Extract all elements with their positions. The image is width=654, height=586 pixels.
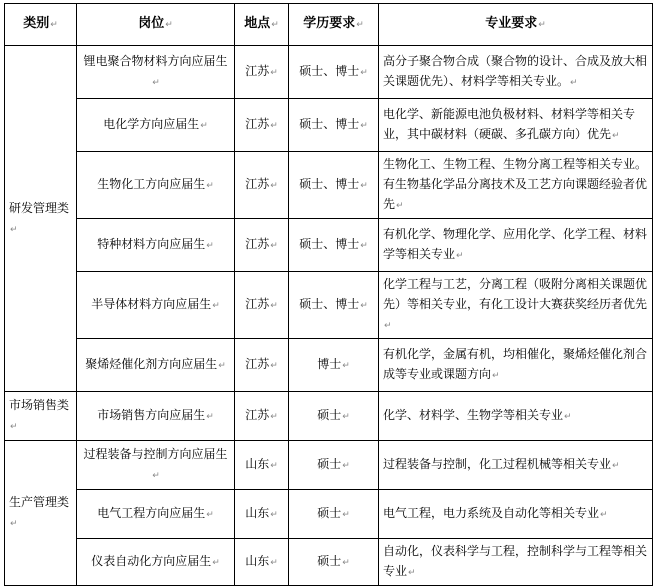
paragraph-mark: ↵: [270, 181, 278, 191]
position-cell: 市场销售方向应届生↵: [77, 392, 235, 441]
paragraph-mark: ↵: [270, 412, 278, 422]
paragraph-mark: ↵: [218, 361, 226, 371]
table-body: [5, 46, 653, 586]
paragraph-mark: ↵: [612, 131, 620, 141]
paragraph-mark: ↵: [152, 78, 160, 88]
position-cell: 电气工程方向应届生↵: [77, 490, 235, 539]
major-cell: 电化学、新能源电池负极材料、材料学等相关专业，其中碳材料（硬碳、多孔碳方向）优先↵: [379, 99, 653, 152]
location-cell: 江苏↵: [235, 152, 289, 219]
education-cell: 硕士、博士↵: [289, 46, 379, 99]
education-cell: 硕士、博士↵: [289, 99, 379, 152]
paragraph-mark: ↵: [270, 361, 278, 371]
paragraph-mark: ↵: [10, 224, 18, 235]
education-cell: 硕士、博士↵: [289, 219, 379, 272]
paragraph-mark: ↵: [342, 510, 350, 520]
position-cell: 聚烯烃催化剂方向应届生↵: [77, 339, 235, 392]
table-row: [5, 272, 653, 339]
paragraph-mark: ↵: [612, 461, 620, 471]
paragraph-mark: ↵: [212, 558, 220, 568]
paragraph-mark: ↵: [206, 510, 214, 520]
paragraph-mark: ↵: [408, 568, 416, 578]
table-row: [5, 219, 653, 272]
paragraph-mark: ↵: [342, 558, 350, 568]
paragraph-mark: ↵: [206, 412, 214, 422]
paragraph-mark: ↵: [50, 20, 58, 30]
paragraph-mark: ↵: [212, 301, 220, 311]
location-cell: 山东↵: [235, 490, 289, 539]
major-cell: 化学工程与工艺，分离工程（吸附分离相关课题优先）等相关专业，有化工设计大赛获奖经历者优先↵: [379, 272, 653, 339]
major-cell: 生物化工、生物工程、生物分离工程等相关专业。有生物基化学品分离技术及工艺方向课题经验者优先↵: [379, 152, 653, 219]
header-location: 地点↵: [235, 4, 289, 46]
major-cell: 过程装备与控制，化工过程机械等相关专业↵: [379, 441, 653, 490]
paragraph-mark: ↵: [206, 241, 214, 251]
paragraph-mark: ↵: [456, 251, 464, 261]
table-row: [5, 490, 653, 539]
paragraph-mark: ↵: [270, 558, 278, 568]
location-cell: 江苏↵: [235, 46, 289, 99]
category-cell: 生产管理类↵: [5, 441, 77, 586]
major-cell: 自动化，仪表科学与工程，控制科学与工程等相关专业↵: [379, 539, 653, 586]
paragraph-mark: ↵: [360, 181, 368, 191]
paragraph-mark: ↵: [356, 20, 364, 30]
table-row: [5, 339, 653, 392]
category-cell: 研发管理类↵: [5, 46, 77, 392]
education-cell: 硕士、博士↵: [289, 152, 379, 219]
paragraph-mark: ↵: [152, 471, 160, 481]
education-cell: 硕士↵: [289, 392, 379, 441]
paragraph-mark: ↵: [270, 241, 278, 251]
paragraph-mark: ↵: [270, 301, 278, 311]
position-cell: 过程装备与控制方向应届生↵: [77, 441, 235, 490]
table-row: [5, 152, 653, 219]
paragraph-mark: ↵: [270, 121, 278, 131]
paragraph-mark: ↵: [360, 68, 368, 78]
education-cell: 博士↵: [289, 339, 379, 392]
paragraph-mark: ↵: [206, 181, 214, 191]
table-row: [5, 46, 653, 99]
location-cell: 江苏↵: [235, 339, 289, 392]
paragraph-mark: ↵: [396, 201, 404, 211]
paragraph-mark: ↵: [200, 121, 208, 131]
paragraph-mark: ↵: [10, 519, 18, 529]
education-cell: 硕士↵: [289, 441, 379, 490]
education-cell: 硕士↵: [289, 539, 379, 586]
position-cell: 特种材料方向应届生↵: [77, 219, 235, 272]
paragraph-mark: ↵: [384, 321, 392, 331]
education-cell: 硕士↵: [289, 490, 379, 539]
recruitment-table: [4, 3, 653, 586]
header-major: 专业要求↵: [379, 4, 653, 46]
paragraph-mark: ↵: [360, 301, 368, 311]
table-row: [5, 539, 653, 586]
major-cell: 高分子聚合物合成（聚合物的设计、合成及放大相关课题优先）、材料学等相关专业。↵: [379, 46, 653, 99]
location-cell: 江苏↵: [235, 392, 289, 441]
paragraph-mark: ↵: [360, 121, 368, 131]
major-cell: 有机化学，金属有机，均相催化，聚烯烃催化剂合成等专业或课题方向↵: [379, 339, 653, 392]
position-cell: 锂电聚合物材料方向应届生↵: [77, 46, 235, 99]
header-position: 岗位↵: [77, 4, 235, 46]
header-category: 类别↵: [5, 4, 77, 46]
paragraph-mark: ↵: [538, 20, 546, 30]
paragraph-mark: ↵: [270, 510, 278, 520]
location-cell: 山东↵: [235, 539, 289, 586]
header-education: 学历要求↵: [289, 4, 379, 46]
position-cell: 生物化工方向应届生↵: [77, 152, 235, 219]
header-row: [5, 4, 653, 46]
position-cell: 电化学方向应届生↵: [77, 99, 235, 152]
major-cell: 电气工程，电力系统及自动化等相关专业↵: [379, 490, 653, 539]
paragraph-mark: ↵: [10, 422, 18, 432]
table-row: [5, 441, 653, 490]
paragraph-mark: ↵: [270, 68, 278, 78]
paragraph-mark: ↵: [165, 20, 173, 30]
paragraph-mark: ↵: [342, 461, 350, 471]
major-cell: 化学、材料学、生物学等相关专业↵: [379, 392, 653, 441]
paragraph-mark: ↵: [270, 461, 278, 471]
category-cell: 市场销售类↵: [5, 392, 77, 441]
table-row: [5, 392, 653, 441]
location-cell: 山东↵: [235, 441, 289, 490]
paragraph-mark: ↵: [342, 412, 350, 422]
paragraph-mark: ↵: [492, 371, 500, 381]
major-cell: 有机化学、物理化学、应用化学、化学工程、材料学等相关专业↵: [379, 219, 653, 272]
paragraph-mark: ↵: [570, 78, 578, 88]
table-row: [5, 99, 653, 152]
location-cell: 江苏↵: [235, 272, 289, 339]
education-cell: 硕士、博士↵: [289, 272, 379, 339]
paragraph-mark: ↵: [271, 20, 279, 30]
paragraph-mark: ↵: [342, 361, 350, 371]
paragraph-mark: ↵: [600, 510, 608, 520]
location-cell: 江苏↵: [235, 99, 289, 152]
paragraph-mark: ↵: [360, 241, 368, 251]
location-cell: 江苏↵: [235, 219, 289, 272]
position-cell: 半导体材料方向应届生↵: [77, 272, 235, 339]
paragraph-mark: ↵: [564, 412, 572, 422]
position-cell: 仪表自动化方向应届生↵: [77, 539, 235, 586]
